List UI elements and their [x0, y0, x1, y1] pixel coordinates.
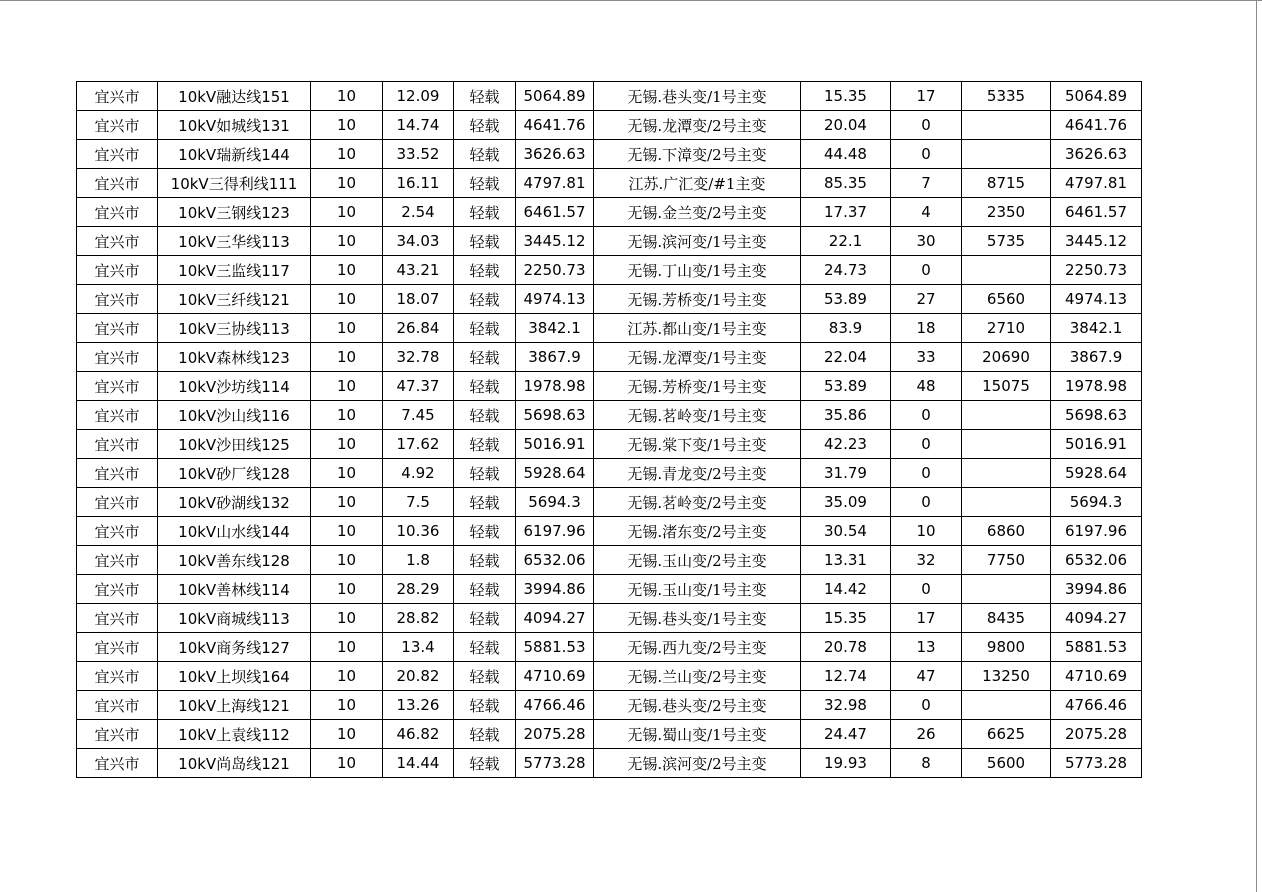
- table-row: [77, 82, 1142, 111]
- pending-capacity-cell: 15075: [962, 372, 1051, 401]
- voltage-cell: 10: [311, 169, 383, 198]
- pending-count-cell: 18: [891, 314, 962, 343]
- feeder-name-cell: 10kV三华线113: [158, 227, 311, 256]
- remaining-capacity-cell: 5773.28: [1051, 749, 1142, 778]
- feeder-load-table: [76, 81, 1142, 778]
- pending-capacity-cell: [962, 430, 1051, 459]
- available-capacity-cell: 4974.13: [516, 285, 594, 314]
- transformer-load-rate-cell: 24.73: [801, 256, 891, 285]
- pending-capacity-cell: 6625: [962, 720, 1051, 749]
- substation-transformer-cell: 无锡.巷头变/2号主变: [594, 691, 801, 720]
- pending-capacity-cell: [962, 459, 1051, 488]
- page-right-border: [1256, 0, 1257, 892]
- transformer-load-rate-cell: 35.09: [801, 488, 891, 517]
- substation-transformer-cell: 无锡.巷头变/1号主变: [594, 82, 801, 111]
- load-status-cell: 轻载: [454, 604, 516, 633]
- transformer-load-rate-cell: 14.42: [801, 575, 891, 604]
- city-cell: 宜兴市: [77, 604, 158, 633]
- voltage-cell: 10: [311, 459, 383, 488]
- pending-count-cell: 0: [891, 256, 962, 285]
- load-status-cell: 轻载: [454, 314, 516, 343]
- load-rate-cell: 18.07: [383, 285, 454, 314]
- load-rate-cell: 7.5: [383, 488, 454, 517]
- table-row: [77, 430, 1142, 459]
- substation-transformer-cell: 无锡.龙潭变/1号主变: [594, 343, 801, 372]
- table-row: [77, 314, 1142, 343]
- available-capacity-cell: 5016.91: [516, 430, 594, 459]
- transformer-load-rate-cell: 13.31: [801, 546, 891, 575]
- city-cell: 宜兴市: [77, 343, 158, 372]
- pending-capacity-cell: 5735: [962, 227, 1051, 256]
- pending-capacity-cell: 2350: [962, 198, 1051, 227]
- feeder-name-cell: 10kV上海线121: [158, 691, 311, 720]
- transformer-load-rate-cell: 53.89: [801, 285, 891, 314]
- feeder-name-cell: 10kV三协线113: [158, 314, 311, 343]
- remaining-capacity-cell: 4797.81: [1051, 169, 1142, 198]
- pending-count-cell: 0: [891, 430, 962, 459]
- pending-count-cell: 0: [891, 459, 962, 488]
- transformer-load-rate-cell: 53.89: [801, 372, 891, 401]
- substation-transformer-cell: 无锡.青龙变/2号主变: [594, 459, 801, 488]
- transformer-load-rate-cell: 22.04: [801, 343, 891, 372]
- pending-capacity-cell: 8715: [962, 169, 1051, 198]
- voltage-cell: 10: [311, 720, 383, 749]
- table-row: [77, 198, 1142, 227]
- pending-count-cell: 27: [891, 285, 962, 314]
- table-row: [77, 604, 1142, 633]
- city-cell: 宜兴市: [77, 459, 158, 488]
- available-capacity-cell: 2250.73: [516, 256, 594, 285]
- feeder-name-cell: 10kV沙山线116: [158, 401, 311, 430]
- load-status-cell: 轻载: [454, 285, 516, 314]
- remaining-capacity-cell: 4974.13: [1051, 285, 1142, 314]
- feeder-name-cell: 10kV沙坊线114: [158, 372, 311, 401]
- transformer-load-rate-cell: 15.35: [801, 604, 891, 633]
- city-cell: 宜兴市: [77, 575, 158, 604]
- load-rate-cell: 16.11: [383, 169, 454, 198]
- load-status-cell: 轻载: [454, 140, 516, 169]
- voltage-cell: 10: [311, 749, 383, 778]
- available-capacity-cell: 6197.96: [516, 517, 594, 546]
- city-cell: 宜兴市: [77, 662, 158, 691]
- substation-transformer-cell: 无锡.滨河变/1号主变: [594, 227, 801, 256]
- table-row: [77, 372, 1142, 401]
- remaining-capacity-cell: 4766.46: [1051, 691, 1142, 720]
- table-row: [77, 691, 1142, 720]
- voltage-cell: 10: [311, 227, 383, 256]
- table-row: [77, 633, 1142, 662]
- voltage-cell: 10: [311, 575, 383, 604]
- load-status-cell: 轻载: [454, 749, 516, 778]
- table-row: [77, 488, 1142, 517]
- transformer-load-rate-cell: 19.93: [801, 749, 891, 778]
- available-capacity-cell: 3626.63: [516, 140, 594, 169]
- substation-transformer-cell: 无锡.蜀山变/1号主变: [594, 720, 801, 749]
- remaining-capacity-cell: 2250.73: [1051, 256, 1142, 285]
- substation-transformer-cell: 无锡.玉山变/2号主变: [594, 546, 801, 575]
- transformer-load-rate-cell: 85.35: [801, 169, 891, 198]
- load-status-cell: 轻载: [454, 198, 516, 227]
- city-cell: 宜兴市: [77, 227, 158, 256]
- voltage-cell: 10: [311, 285, 383, 314]
- table-row: [77, 227, 1142, 256]
- load-status-cell: 轻载: [454, 111, 516, 140]
- transformer-load-rate-cell: 35.86: [801, 401, 891, 430]
- feeder-name-cell: 10kV砂湖线132: [158, 488, 311, 517]
- pending-capacity-cell: [962, 488, 1051, 517]
- table-row: [77, 169, 1142, 198]
- remaining-capacity-cell: 4710.69: [1051, 662, 1142, 691]
- city-cell: 宜兴市: [77, 314, 158, 343]
- available-capacity-cell: 3842.1: [516, 314, 594, 343]
- feeder-name-cell: 10kV商城线113: [158, 604, 311, 633]
- remaining-capacity-cell: 5016.91: [1051, 430, 1142, 459]
- pending-count-cell: 17: [891, 604, 962, 633]
- load-rate-cell: 20.82: [383, 662, 454, 691]
- available-capacity-cell: 4641.76: [516, 111, 594, 140]
- table-row: [77, 285, 1142, 314]
- pending-count-cell: 13: [891, 633, 962, 662]
- transformer-load-rate-cell: 42.23: [801, 430, 891, 459]
- remaining-capacity-cell: 6197.96: [1051, 517, 1142, 546]
- available-capacity-cell: 5881.53: [516, 633, 594, 662]
- remaining-capacity-cell: 3994.86: [1051, 575, 1142, 604]
- transformer-load-rate-cell: 44.48: [801, 140, 891, 169]
- load-status-cell: 轻载: [454, 546, 516, 575]
- load-rate-cell: 46.82: [383, 720, 454, 749]
- voltage-cell: 10: [311, 691, 383, 720]
- load-rate-cell: 47.37: [383, 372, 454, 401]
- city-cell: 宜兴市: [77, 372, 158, 401]
- feeder-name-cell: 10kV砂厂线128: [158, 459, 311, 488]
- substation-transformer-cell: 无锡.棠下变/1号主变: [594, 430, 801, 459]
- load-status-cell: 轻载: [454, 256, 516, 285]
- remaining-capacity-cell: 3626.63: [1051, 140, 1142, 169]
- load-rate-cell: 28.29: [383, 575, 454, 604]
- load-status-cell: 轻载: [454, 662, 516, 691]
- remaining-capacity-cell: 5698.63: [1051, 401, 1142, 430]
- load-rate-cell: 10.36: [383, 517, 454, 546]
- feeder-name-cell: 10kV上坝线164: [158, 662, 311, 691]
- transformer-load-rate-cell: 15.35: [801, 82, 891, 111]
- city-cell: 宜兴市: [77, 546, 158, 575]
- load-rate-cell: 7.45: [383, 401, 454, 430]
- available-capacity-cell: 5928.64: [516, 459, 594, 488]
- voltage-cell: 10: [311, 314, 383, 343]
- substation-transformer-cell: 江苏.都山变/1号主变: [594, 314, 801, 343]
- city-cell: 宜兴市: [77, 401, 158, 430]
- pending-capacity-cell: 6560: [962, 285, 1051, 314]
- feeder-name-cell: 10kV森林线123: [158, 343, 311, 372]
- feeder-name-cell: 10kV如城线131: [158, 111, 311, 140]
- city-cell: 宜兴市: [77, 749, 158, 778]
- remaining-capacity-cell: 3445.12: [1051, 227, 1142, 256]
- load-status-cell: 轻载: [454, 82, 516, 111]
- voltage-cell: 10: [311, 430, 383, 459]
- city-cell: 宜兴市: [77, 169, 158, 198]
- pending-capacity-cell: [962, 401, 1051, 430]
- available-capacity-cell: 4766.46: [516, 691, 594, 720]
- table-row: [77, 546, 1142, 575]
- available-capacity-cell: 3994.86: [516, 575, 594, 604]
- pending-count-cell: 33: [891, 343, 962, 372]
- feeder-name-cell: 10kV山水线144: [158, 517, 311, 546]
- substation-transformer-cell: 无锡.茗岭变/1号主变: [594, 401, 801, 430]
- remaining-capacity-cell: 2075.28: [1051, 720, 1142, 749]
- feeder-name-cell: 10kV三得利线111: [158, 169, 311, 198]
- substation-transformer-cell: 无锡.滨河变/2号主变: [594, 749, 801, 778]
- remaining-capacity-cell: 5694.3: [1051, 488, 1142, 517]
- feeder-name-cell: 10kV融达线151: [158, 82, 311, 111]
- load-rate-cell: 2.54: [383, 198, 454, 227]
- pending-count-cell: 0: [891, 111, 962, 140]
- table-row: [77, 720, 1142, 749]
- voltage-cell: 10: [311, 604, 383, 633]
- pending-capacity-cell: 5600: [962, 749, 1051, 778]
- pending-count-cell: 0: [891, 140, 962, 169]
- transformer-load-rate-cell: 12.74: [801, 662, 891, 691]
- substation-transformer-cell: 无锡.丁山变/1号主变: [594, 256, 801, 285]
- table-row: [77, 401, 1142, 430]
- pending-count-cell: 0: [891, 488, 962, 517]
- table-row: [77, 111, 1142, 140]
- load-rate-cell: 34.03: [383, 227, 454, 256]
- load-status-cell: 轻载: [454, 343, 516, 372]
- pending-capacity-cell: 20690: [962, 343, 1051, 372]
- city-cell: 宜兴市: [77, 430, 158, 459]
- voltage-cell: 10: [311, 662, 383, 691]
- city-cell: 宜兴市: [77, 111, 158, 140]
- table-row: [77, 343, 1142, 372]
- transformer-load-rate-cell: 83.9: [801, 314, 891, 343]
- transformer-load-rate-cell: 30.54: [801, 517, 891, 546]
- load-rate-cell: 28.82: [383, 604, 454, 633]
- load-rate-cell: 43.21: [383, 256, 454, 285]
- feeder-name-cell: 10kV三纤线121: [158, 285, 311, 314]
- substation-transformer-cell: 江苏.广汇变/#1主变: [594, 169, 801, 198]
- pending-capacity-cell: [962, 140, 1051, 169]
- substation-transformer-cell: 无锡.芳桥变/1号主变: [594, 372, 801, 401]
- pending-count-cell: 0: [891, 575, 962, 604]
- feeder-name-cell: 10kV瑞新线144: [158, 140, 311, 169]
- available-capacity-cell: 5773.28: [516, 749, 594, 778]
- available-capacity-cell: 3445.12: [516, 227, 594, 256]
- table-row: [77, 575, 1142, 604]
- load-status-cell: 轻载: [454, 372, 516, 401]
- pending-count-cell: 0: [891, 401, 962, 430]
- feeder-name-cell: 10kV沙田线125: [158, 430, 311, 459]
- load-status-cell: 轻载: [454, 169, 516, 198]
- transformer-load-rate-cell: 24.47: [801, 720, 891, 749]
- transformer-load-rate-cell: 20.04: [801, 111, 891, 140]
- voltage-cell: 10: [311, 256, 383, 285]
- available-capacity-cell: 5694.3: [516, 488, 594, 517]
- voltage-cell: 10: [311, 111, 383, 140]
- substation-transformer-cell: 无锡.西九变/2号主变: [594, 633, 801, 662]
- substation-transformer-cell: 无锡.玉山变/1号主变: [594, 575, 801, 604]
- available-capacity-cell: 5064.89: [516, 82, 594, 111]
- available-capacity-cell: 4710.69: [516, 662, 594, 691]
- pending-capacity-cell: 7750: [962, 546, 1051, 575]
- remaining-capacity-cell: 5881.53: [1051, 633, 1142, 662]
- available-capacity-cell: 6532.06: [516, 546, 594, 575]
- load-rate-cell: 13.26: [383, 691, 454, 720]
- load-rate-cell: 33.52: [383, 140, 454, 169]
- remaining-capacity-cell: 1978.98: [1051, 372, 1142, 401]
- transformer-load-rate-cell: 17.37: [801, 198, 891, 227]
- transformer-load-rate-cell: 31.79: [801, 459, 891, 488]
- table-row: [77, 256, 1142, 285]
- substation-transformer-cell: 无锡.龙潭变/2号主变: [594, 111, 801, 140]
- city-cell: 宜兴市: [77, 140, 158, 169]
- transformer-load-rate-cell: 22.1: [801, 227, 891, 256]
- pending-count-cell: 4: [891, 198, 962, 227]
- city-cell: 宜兴市: [77, 285, 158, 314]
- remaining-capacity-cell: 5928.64: [1051, 459, 1142, 488]
- substation-transformer-cell: 无锡.下漳变/2号主变: [594, 140, 801, 169]
- load-rate-cell: 17.62: [383, 430, 454, 459]
- pending-count-cell: 47: [891, 662, 962, 691]
- city-cell: 宜兴市: [77, 633, 158, 662]
- table-row: [77, 140, 1142, 169]
- available-capacity-cell: 5698.63: [516, 401, 594, 430]
- pending-count-cell: 48: [891, 372, 962, 401]
- table-body: [77, 82, 1142, 778]
- transformer-load-rate-cell: 20.78: [801, 633, 891, 662]
- available-capacity-cell: 4094.27: [516, 604, 594, 633]
- load-rate-cell: 12.09: [383, 82, 454, 111]
- remaining-capacity-cell: 3842.1: [1051, 314, 1142, 343]
- load-rate-cell: 14.44: [383, 749, 454, 778]
- pending-count-cell: 10: [891, 517, 962, 546]
- load-status-cell: 轻载: [454, 575, 516, 604]
- pending-count-cell: 8: [891, 749, 962, 778]
- pending-count-cell: 26: [891, 720, 962, 749]
- city-cell: 宜兴市: [77, 82, 158, 111]
- available-capacity-cell: 6461.57: [516, 198, 594, 227]
- substation-transformer-cell: 无锡.芳桥变/1号主变: [594, 285, 801, 314]
- voltage-cell: 10: [311, 401, 383, 430]
- load-status-cell: 轻载: [454, 633, 516, 662]
- available-capacity-cell: 2075.28: [516, 720, 594, 749]
- substation-transformer-cell: 无锡.巷头变/1号主变: [594, 604, 801, 633]
- feeder-name-cell: 10kV尚岛线121: [158, 749, 311, 778]
- load-status-cell: 轻载: [454, 720, 516, 749]
- pending-count-cell: 30: [891, 227, 962, 256]
- pending-capacity-cell: 8435: [962, 604, 1051, 633]
- pending-capacity-cell: [962, 256, 1051, 285]
- pending-capacity-cell: [962, 111, 1051, 140]
- feeder-name-cell: 10kV三钢线123: [158, 198, 311, 227]
- voltage-cell: 10: [311, 488, 383, 517]
- transformer-load-rate-cell: 32.98: [801, 691, 891, 720]
- pending-capacity-cell: 9800: [962, 633, 1051, 662]
- feeder-name-cell: 10kV善东线128: [158, 546, 311, 575]
- remaining-capacity-cell: 6461.57: [1051, 198, 1142, 227]
- table-row: [77, 517, 1142, 546]
- voltage-cell: 10: [311, 633, 383, 662]
- table-row: [77, 662, 1142, 691]
- voltage-cell: 10: [311, 82, 383, 111]
- substation-transformer-cell: 无锡.兰山变/2号主变: [594, 662, 801, 691]
- voltage-cell: 10: [311, 372, 383, 401]
- voltage-cell: 10: [311, 343, 383, 372]
- pending-capacity-cell: [962, 691, 1051, 720]
- feeder-name-cell: 10kV上袁线112: [158, 720, 311, 749]
- remaining-capacity-cell: 4641.76: [1051, 111, 1142, 140]
- substation-transformer-cell: 无锡.渚东变/2号主变: [594, 517, 801, 546]
- table-row: [77, 749, 1142, 778]
- city-cell: 宜兴市: [77, 488, 158, 517]
- load-rate-cell: 4.92: [383, 459, 454, 488]
- table-row: [77, 459, 1142, 488]
- voltage-cell: 10: [311, 198, 383, 227]
- available-capacity-cell: 3867.9: [516, 343, 594, 372]
- load-rate-cell: 26.84: [383, 314, 454, 343]
- substation-transformer-cell: 无锡.金兰变/2号主变: [594, 198, 801, 227]
- pending-count-cell: 32: [891, 546, 962, 575]
- city-cell: 宜兴市: [77, 198, 158, 227]
- load-rate-cell: 1.8: [383, 546, 454, 575]
- available-capacity-cell: 4797.81: [516, 169, 594, 198]
- remaining-capacity-cell: 5064.89: [1051, 82, 1142, 111]
- pending-count-cell: 7: [891, 169, 962, 198]
- voltage-cell: 10: [311, 546, 383, 575]
- substation-transformer-cell: 无锡.茗岭变/2号主变: [594, 488, 801, 517]
- pending-count-cell: 0: [891, 691, 962, 720]
- voltage-cell: 10: [311, 517, 383, 546]
- load-status-cell: 轻载: [454, 517, 516, 546]
- load-rate-cell: 32.78: [383, 343, 454, 372]
- remaining-capacity-cell: 3867.9: [1051, 343, 1142, 372]
- remaining-capacity-cell: 6532.06: [1051, 546, 1142, 575]
- city-cell: 宜兴市: [77, 517, 158, 546]
- feeder-name-cell: 10kV商务线127: [158, 633, 311, 662]
- pending-capacity-cell: 6860: [962, 517, 1051, 546]
- load-rate-cell: 13.4: [383, 633, 454, 662]
- page-top-border: [0, 0, 1262, 1]
- load-status-cell: 轻载: [454, 691, 516, 720]
- remaining-capacity-cell: 4094.27: [1051, 604, 1142, 633]
- load-rate-cell: 14.74: [383, 111, 454, 140]
- pending-capacity-cell: 5335: [962, 82, 1051, 111]
- pending-count-cell: 17: [891, 82, 962, 111]
- pending-capacity-cell: 13250: [962, 662, 1051, 691]
- load-status-cell: 轻载: [454, 401, 516, 430]
- feeder-name-cell: 10kV三监线117: [158, 256, 311, 285]
- available-capacity-cell: 1978.98: [516, 372, 594, 401]
- load-status-cell: 轻载: [454, 488, 516, 517]
- city-cell: 宜兴市: [77, 720, 158, 749]
- pending-capacity-cell: [962, 575, 1051, 604]
- feeder-name-cell: 10kV善林线114: [158, 575, 311, 604]
- load-status-cell: 轻载: [454, 430, 516, 459]
- load-status-cell: 轻载: [454, 459, 516, 488]
- load-status-cell: 轻载: [454, 227, 516, 256]
- voltage-cell: 10: [311, 140, 383, 169]
- city-cell: 宜兴市: [77, 691, 158, 720]
- city-cell: 宜兴市: [77, 256, 158, 285]
- pending-capacity-cell: 2710: [962, 314, 1051, 343]
